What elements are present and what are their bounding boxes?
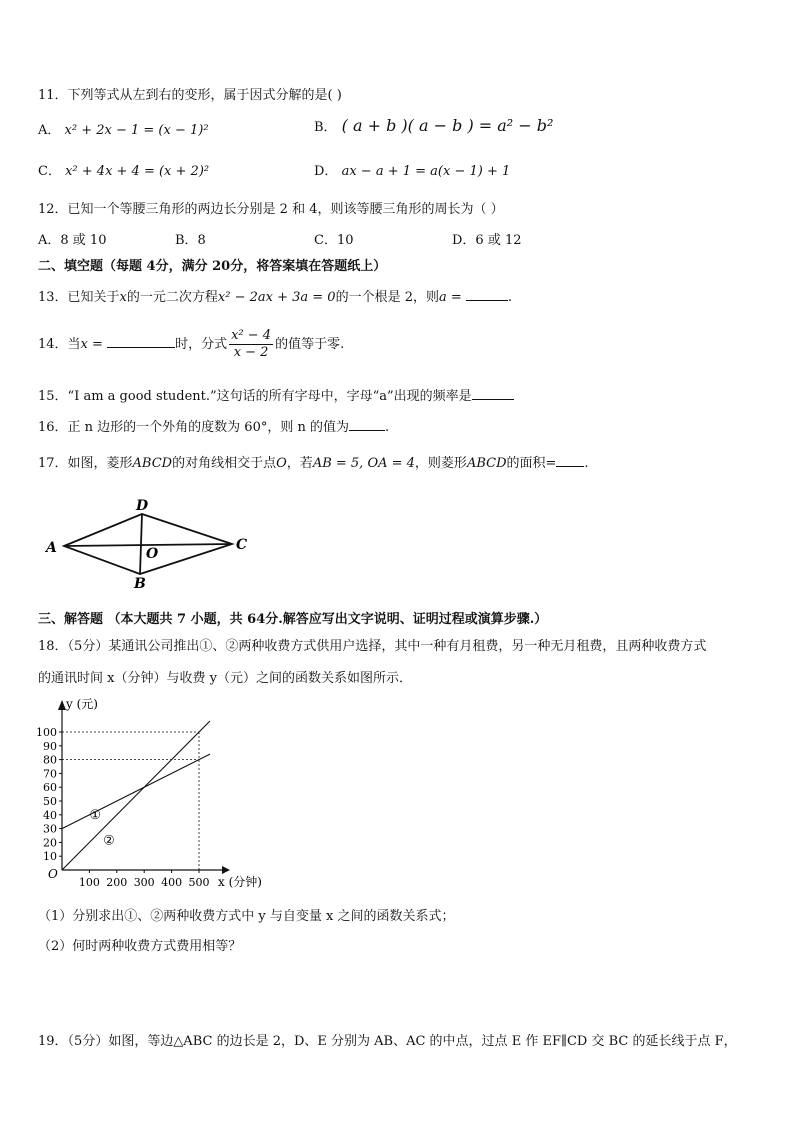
q14-denominator: x − 2 <box>233 345 269 360</box>
y-tick-label-50: 50 <box>43 795 57 808</box>
q18-line2: 的通讯时间 x（分钟）与收费 y（元）之间的函数关系如图所示． <box>38 671 412 686</box>
y-axis-arrow <box>58 700 66 710</box>
q17-mid2: ，若 <box>286 456 313 471</box>
rhombus-figure <box>40 496 260 592</box>
q11-stem: 11．下列等式从左到右的变形，属于因式分解的是( ) <box>38 88 342 103</box>
q13-equation: x² − 2ax + 3a = 0 <box>217 290 336 305</box>
y-tick-label-30: 30 <box>43 822 57 836</box>
q14-eqsign: = <box>87 337 108 352</box>
y-tick-label-70: 70 <box>43 767 57 781</box>
q14-pre: 14．当 <box>38 337 81 352</box>
q18-line1: 18．（5分）某通讯公司推出①、②两种收费方式供用户选择，其中一种有月租费，另一种无月租费，且两种收费方式 <box>38 639 707 654</box>
q12-option-c: C．10 <box>314 233 354 248</box>
y-tick-label-20: 20 <box>43 836 57 850</box>
origin-label: O <box>48 867 58 881</box>
rhombus-label-d: D <box>136 498 149 514</box>
x-tick-label-500: 500 <box>188 876 210 889</box>
q14-mid: 时，分式 <box>175 337 228 352</box>
q14-var-x: x <box>80 337 88 352</box>
q17-pre: 17．如图，菱形 <box>38 456 133 471</box>
q13-mid2: 的一个根是 2，则 <box>335 290 439 305</box>
q11-option-c-label: C． <box>38 164 61 179</box>
q14-end: 的值等于零. <box>275 337 345 352</box>
series-line-2 <box>62 721 210 870</box>
q11-option-d <box>314 160 510 179</box>
section-2-title: 二、填空题（每题 4分，满分 20分，将答案填在答题纸上） <box>38 259 387 274</box>
q11-option-a-label: A． <box>38 123 61 138</box>
q11-option-b-label: B． <box>314 120 337 135</box>
q17-point-o: O <box>276 456 287 471</box>
q18-sub2: （2）何时两种收费方式费用相等？ <box>38 939 242 954</box>
x-tick-label-100: 100 <box>78 876 100 889</box>
q13-var-x: x <box>119 290 127 305</box>
series-label-1: ① <box>89 807 102 823</box>
q15-answer-blank[interactable] <box>472 387 514 400</box>
q11-option-b-expr: ( a + b )( a − b ) = a² − b² <box>341 116 554 135</box>
q13-eqsign: = <box>446 290 466 305</box>
diagonal-bd <box>140 514 142 574</box>
rhombus-label-b: B <box>134 576 146 592</box>
y-tick-label-100: 100 <box>36 726 57 739</box>
q12-option-b: B．8 <box>175 233 206 248</box>
q14-fraction <box>229 328 273 361</box>
q12-option-a: A．8 或 10 <box>38 233 107 248</box>
q13-answer-blank[interactable] <box>466 288 508 301</box>
q16-answer-blank[interactable] <box>349 418 385 431</box>
y-axis-label: y (元) <box>66 697 98 711</box>
q14-numerator: x² − 4 <box>231 328 272 343</box>
q17-answer-blank[interactable] <box>556 454 584 467</box>
q13 <box>38 286 512 305</box>
y-tick-label-90: 90 <box>43 739 57 753</box>
y-tick-label-40: 40 <box>43 808 57 822</box>
q11-option-b <box>314 116 553 135</box>
q11-option-d-label: D． <box>314 164 338 179</box>
q17-end: 的面积= <box>506 456 557 471</box>
x-tick-label-400: 400 <box>161 876 183 889</box>
q16 <box>38 416 389 435</box>
section-3-title: 三、解答题 （本大题共 7 小题，共 64分.解答应写出文字说明、证明过程或演算步骤.） <box>38 612 548 627</box>
q18-line-chart <box>36 694 286 894</box>
q17-abcd: ABCD <box>132 456 173 471</box>
y-tick-label-80: 80 <box>43 753 57 767</box>
y-tick-label-60: 60 <box>43 781 57 795</box>
q11-option-a-expr: x² + 2x − 1 = (x − 1)² <box>64 123 209 138</box>
q11-option-c-expr: x² + 4x + 4 = (x + 2)² <box>65 164 210 179</box>
q13-mid: 的一元二次方程 <box>126 290 218 305</box>
x-tick-label-200: 200 <box>106 876 128 889</box>
rhombus-label-a: A <box>46 540 57 556</box>
q17-mid3: ，则菱形 <box>414 456 467 471</box>
q12-stem: 12．已知一个等腰三角形的两边长分别是 2 和 4，则该等腰三角形的周长为（ ） <box>38 202 504 217</box>
q13-pre: 13．已知关于 <box>38 290 120 305</box>
series-line-1 <box>62 754 210 829</box>
q15-text: 15．“I am a good student.”这句话的所有字母中，字母“a”出现的频率是 <box>38 389 472 404</box>
q14 <box>38 328 344 361</box>
q19-stem: 19．（5分）如图，等边△ABC 的边长是 2，D、E 分别为 AB、AC 的中点，过点 E 作 EF∥CD 交 BC 的延长线于点 F， <box>38 1034 737 1049</box>
q17-end2: . <box>584 456 589 471</box>
x-axis-arrow <box>222 866 230 874</box>
q16-end: . <box>385 420 390 435</box>
q15 <box>38 385 514 404</box>
q14-answer-blank[interactable] <box>107 335 175 348</box>
q11-option-d-expr: ax − a + 1 = a(x − 1) + 1 <box>341 164 511 179</box>
rhombus-label-o: O <box>146 546 159 562</box>
q13-var-a: a <box>438 290 447 305</box>
series-label-2: ② <box>103 833 115 849</box>
q11-option-a <box>38 119 209 138</box>
q12-option-d: D．6 或 12 <box>452 233 522 248</box>
q17-condition: AB = 5, OA = 4 <box>312 456 415 471</box>
q17-mid: 的对角线相交于点 <box>172 456 277 471</box>
q17 <box>38 452 589 471</box>
x-tick-label-300: 300 <box>133 876 155 889</box>
q18-sub1: （1）分别求出①、②两种收费方式中 y 与自变量 x 之间的函数关系式； <box>38 909 455 924</box>
q11-option-c <box>38 160 209 179</box>
y-tick-label-10: 10 <box>43 850 57 864</box>
q17-abcd-2: ABCD <box>466 456 507 471</box>
q16-pre: 16．正 n 边形的一个外角的度数为 60°，则 n 的值为 <box>38 420 349 435</box>
q13-end: . <box>507 290 513 305</box>
rhombus-label-c: C <box>236 537 248 553</box>
x-axis-label: x (分钟) <box>218 875 262 889</box>
